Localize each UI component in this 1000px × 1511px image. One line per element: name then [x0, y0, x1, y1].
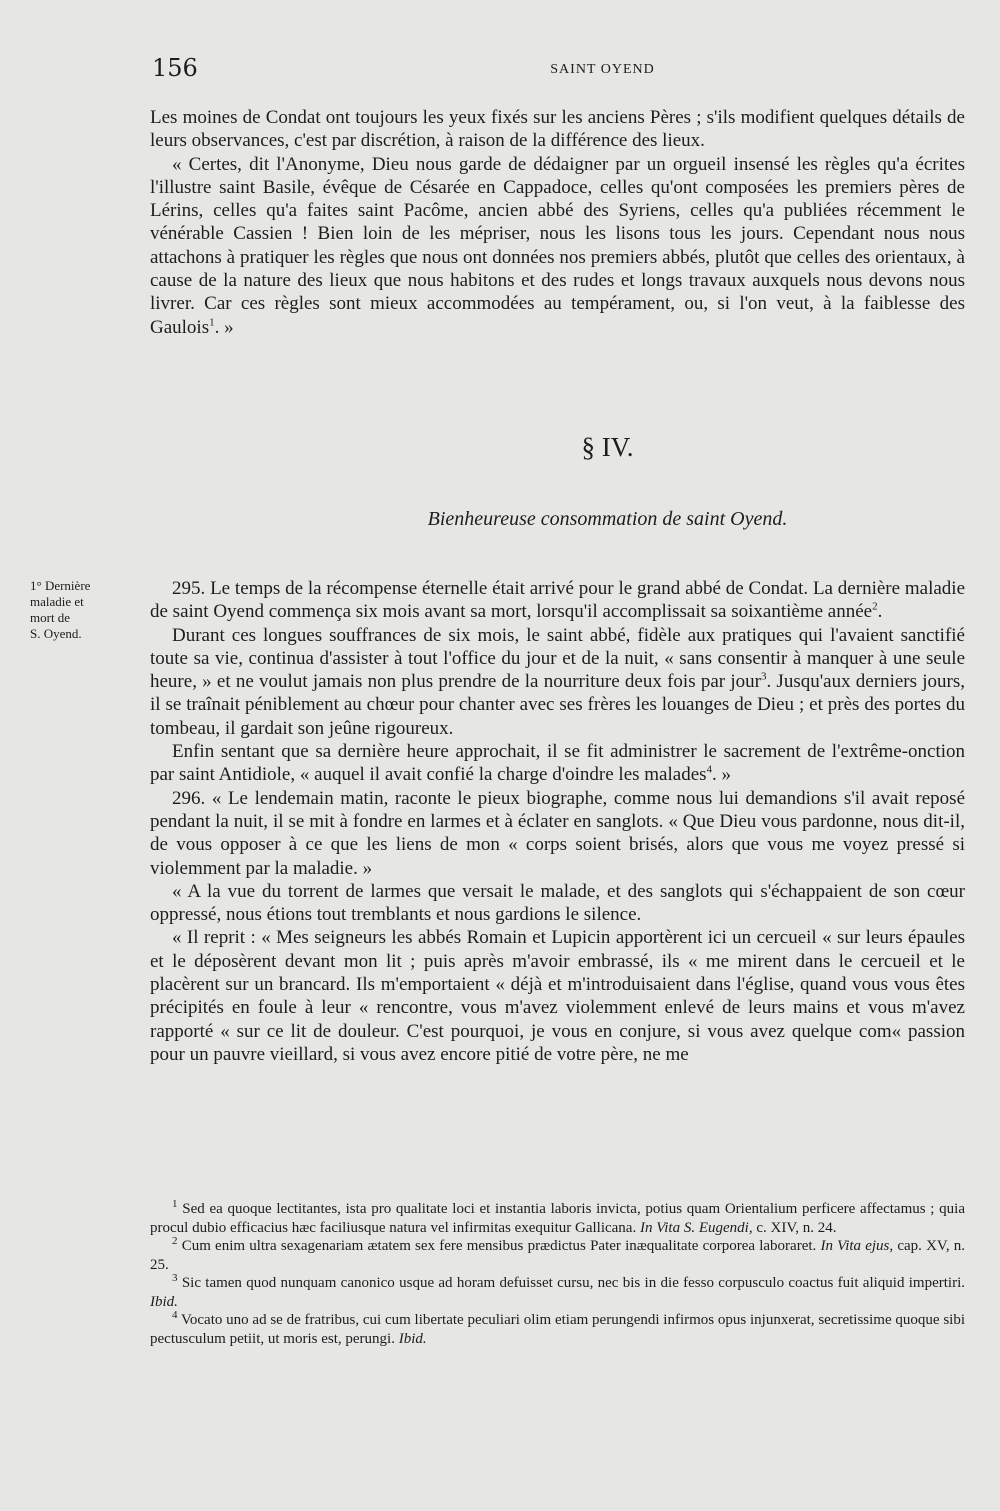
paragraph-quote-text: « Certes, dit l'Anonyme, Dieu nous garde de dédaigner par un orgueil insensé les règles qu'a écrites l'illustre saint Basile, évêque de Césarée en Cappadoce, celles qu'ont composées les premiers pères de Lérins, celles qu'a faites saint Pacôme, ancien abbé des Syriens, celles qu'a publiées récemment le vénérable Cassien ! Bien loin de les mépriser, nous les lisons tous les jours. Cependant nous nous attachons à pratiquer les règles que nous ont données nos premiers abbés, plutôt que celles des orientaux, à cause de la nature des lieux que nous habitons et des rudes et longs travaux auxquels nous devons nous livrer. Car ces règles sont mieux accommodées au tempérament, ou, si l'on veut, à la faiblesse des Gaulois	[150, 153, 965, 338]
paragraph-quote	[150, 153, 965, 339]
margin-note-line: 1° Dernière	[30, 578, 91, 593]
footnote-source: In Vita S. Eugendi,	[639, 1219, 753, 1236]
footnote-ref: 3	[760, 670, 767, 683]
section-subtitle: Bienheureuse consommation de saint Oyend.	[427, 508, 788, 530]
footnote-tail: cap. XV, n. 25.	[150, 1238, 966, 1273]
main-text	[150, 577, 965, 1066]
paragraph	[150, 624, 965, 740]
footnote-text: Cum enim ultra sexagenariam ætatem sex fere mensibus prædictus Pater inæqualitate corporea laboraret.	[181, 1238, 817, 1254]
paragraph-text: Enfin sentant que sa dernière heure approchait, il se fit administrer le sacrement de l'extrême-onction par saint Antidiole, « auquel il avait confié la charge d'oindre les malades	[150, 741, 965, 786]
footnote-source: Ibid.	[150, 1293, 178, 1310]
paragraph-tail: . »	[712, 764, 732, 786]
paragraph: « Il reprit : « Mes seigneurs les abbés Romain et Lupicin apportèrent ici un cercueil « sur leurs épaules et le déposèrent devant mon lit ; puis après m'avoir embrassé, ils « me mirent dans le cercueil et le placèrent sur un brancard. Ils m'emportaient « déjà et m'introduisaient dans l'église, quand vous vous êtes précipités en foule à leur « rencontre, vous m'avez violemment enlevé de leurs mains et vous m'avez rapporté « sur ce lit de douleur. C'est pourquoi, je vous en conjure, si vous avez quelque com« passion pour un pauvre vieillard, si vous avez encore pitié de votre père, ne me	[150, 927, 965, 1065]
footnote-text: Vocato uno ad se de fratribus, cui cum libertate peculiari olim etiam perungendi infirmos opus injunxerat, secretissime quoque sibi pectusculum petiit, ut moris est, perungi.	[150, 1312, 965, 1347]
footnote-ref: 2	[872, 600, 878, 613]
footnote-text: Sic tamen quod nunquam canonico usque ad horam defuisset cursu, nec bis in die fesso corpusculo coactus fuit aliquid impertiri.	[181, 1275, 966, 1291]
margin-note	[30, 578, 142, 642]
paragraph	[150, 740, 965, 787]
footnote-text: Sed ea quoque lectitantes, ista pro qualitate loci et instantia laboris invicta, potius quam Orientalium perficere affectamus ; quia procul dubio efficacius hæc faciliusque natura vel infirmitas exequitur Gallicana.	[150, 1201, 966, 1236]
footnote	[150, 1311, 965, 1348]
paragraph	[150, 577, 965, 624]
margin-note-line: mort de	[30, 610, 71, 625]
paragraph-tail: . Jusqu'aux derniers jours, il se traînait péniblement au chœur pour chanter avec ses frères les louanges de Dieu ; et près des portes du tombeau, il gardait son jeûne rigoureux.	[150, 671, 965, 739]
opening-text	[150, 106, 965, 339]
footnote	[150, 1274, 965, 1311]
paragraph-text: 295. Le temps de la récompense éternelle était arrivé pour le grand abbé de Condat. La dernière maladie de saint Oyend commença six mois avant sa mort, lorsqu'il accomplissait sa soixantième année	[150, 578, 965, 623]
footnote-source: In Vita ejus,	[820, 1238, 894, 1254]
page-header	[150, 54, 965, 90]
paragraph-text: Durant ces longues souffrances de six mois, le saint abbé, fidèle aux pratiques qui l'avaient sanctifié toute sa vie, continua d'assister à tout l'office du jour et de la nuit, « sans consentir à manquer à une seule heure, » et ne voulut jamais non plus prendre de la nourriture deux fois par jour	[150, 624, 965, 693]
quote-close: . »	[214, 316, 234, 338]
footnote-ref: 1	[209, 316, 215, 329]
page-number: 156	[152, 54, 198, 82]
footnote	[150, 1237, 965, 1274]
running-title: SAINT OYEND	[550, 62, 655, 77]
footnote-number: 3	[172, 1272, 178, 1284]
paragraph: « A la vue du torrent de larmes que versait le malade, et des sanglots qui s'échappaient de son cœur oppressé, nous étions tout tremblants et nous gardions le silence.	[150, 880, 965, 926]
footnote-ref: 4	[706, 764, 713, 777]
paragraph: Les moines de Condat ont toujours les yeux fixés sur les anciens Pères ; s'ils modifient quelques détails de leurs observances, c'est par discrétion, à raison de la différence des lieux.	[150, 107, 965, 152]
section-heading: § IV.	[581, 432, 634, 462]
footnote-number: 2	[172, 1235, 178, 1247]
footnotes	[150, 1200, 965, 1348]
footnote	[150, 1200, 965, 1237]
paragraph-tail: .	[877, 601, 883, 623]
footnote-tail: c. XIV, n. 24.	[756, 1219, 837, 1236]
margin-note-line: S. Oyend.	[30, 626, 82, 641]
footnote-source: Ibid.	[398, 1330, 427, 1347]
footnote-number: 4	[172, 1309, 178, 1321]
paragraph: 296. « Le lendemain matin, raconte le pieux biographe, comme nous lui demandions s'il avait reposé pendant la nuit, il se mit à fondre en larmes et à éclater en sanglots. « Que Dieu vous pardonne, nous dit-il, de vous opposer à ce que les liens de mon « corps soient brisés, alors que vous me voyez pressé si violemment par la maladie. »	[150, 787, 965, 879]
footnote-number: 1	[172, 1198, 178, 1210]
margin-note-line: maladie et	[30, 594, 84, 609]
